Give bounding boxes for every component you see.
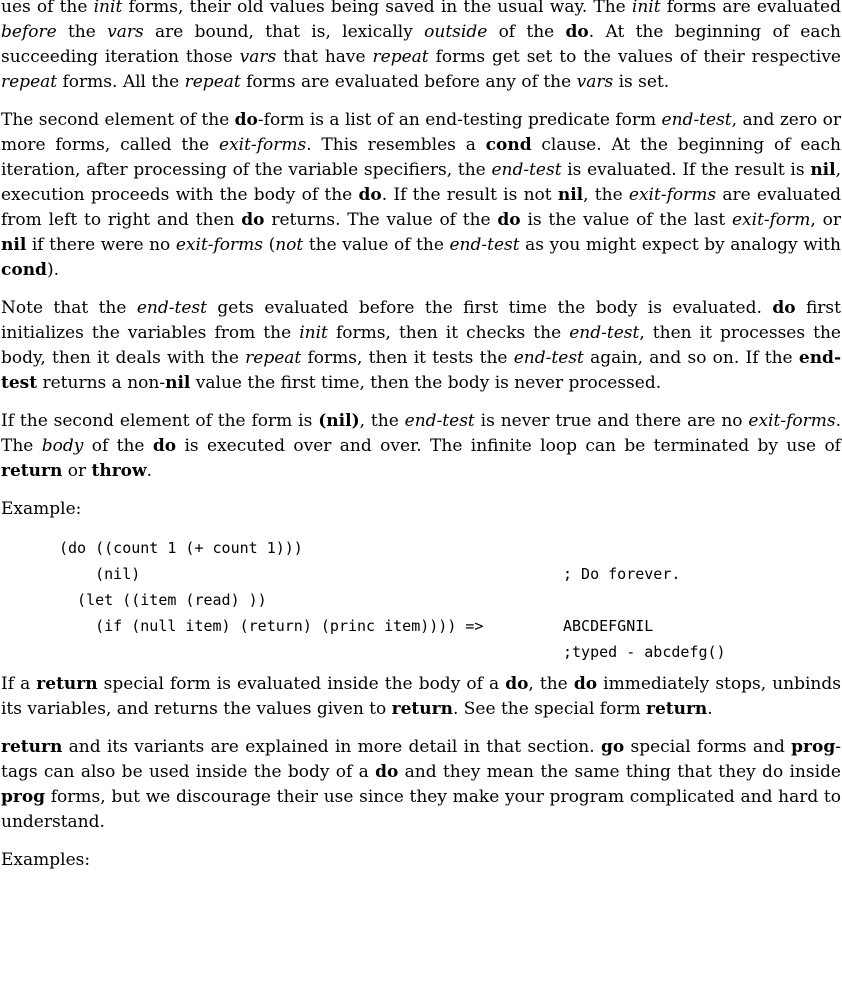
- text-run: .: [707, 699, 713, 719]
- bold-term: do: [241, 210, 265, 230]
- bold-term: return: [36, 674, 98, 694]
- bold-term: go: [600, 737, 625, 757]
- paragraph-p4: [1, 409, 841, 484]
- text-run: forms. All the: [57, 72, 185, 92]
- bold-term: do: [497, 210, 521, 230]
- italic-term: repeat: [372, 47, 429, 67]
- text-run: forms, their old values being saved in the usual way. The: [122, 0, 632, 17]
- text-run: forms are evaluated before any of the: [240, 72, 577, 92]
- text-run: . This resembles a: [306, 135, 486, 155]
- text-run: is set.: [613, 72, 670, 92]
- bold-term: do: [573, 674, 598, 694]
- paragraph-p7: [1, 735, 841, 835]
- paragraph-p2: [1, 108, 841, 283]
- text-run: or: [62, 461, 92, 481]
- italic-term: outside: [424, 22, 488, 42]
- text-run: of the: [83, 436, 153, 456]
- text-run: , then it processes the body, then it deals with the: [1, 323, 841, 368]
- italic-term: not: [275, 235, 304, 255]
- text-run: again, and so on. If the: [583, 348, 799, 368]
- bold-term: do: [772, 298, 796, 318]
- text-run: are bound, that is, lexically: [143, 22, 425, 42]
- text-run: . If the result is not: [381, 185, 558, 205]
- text-run: forms, then it checks the: [327, 323, 570, 343]
- text-run: , the: [583, 185, 629, 205]
- code-line: [59, 535, 841, 561]
- bold-term: nil: [1, 235, 27, 255]
- italic-term: init: [93, 0, 123, 17]
- text-run: is the value of the last: [520, 210, 732, 230]
- bold-term: cond: [1, 260, 47, 280]
- text-run: first initializes the variables from the: [1, 298, 841, 343]
- bold-term: return: [645, 699, 708, 719]
- text-run: gets evaluated before the first time the body is evaluated.: [206, 298, 773, 318]
- paragraph-p1: [1, 0, 841, 95]
- italic-term: end-test: [449, 235, 520, 255]
- text-run: if there were no: [26, 235, 176, 255]
- text-run: returns a non-: [37, 373, 166, 393]
- text-run: is evaluated. If the result is: [561, 160, 811, 180]
- text-run: as you might expect by analogy with: [519, 235, 841, 255]
- italic-term: end-test: [569, 323, 640, 343]
- code-text: (nil): [59, 565, 141, 583]
- bold-term: do: [505, 674, 529, 694]
- code-line: [59, 639, 841, 665]
- text-run: is executed over and over. The infinite loop can be terminated by use of: [176, 436, 841, 456]
- italic-term: end-test: [491, 160, 562, 180]
- text-run: value the first time, then the body is never processed.: [190, 373, 662, 393]
- bold-term: do: [358, 185, 382, 205]
- text-run: and they mean the same thing that they do inside: [398, 762, 841, 782]
- bold-term: nil: [810, 160, 836, 180]
- italic-term: init: [299, 323, 328, 343]
- bold-term: (nil): [318, 411, 360, 431]
- italic-term: repeat: [245, 348, 302, 368]
- italic-term: end-test: [136, 298, 207, 318]
- bold-term: do: [375, 762, 399, 782]
- text-run: special form is evaluated inside the body of a: [97, 674, 506, 694]
- text-run: forms get set to the values of their respective: [428, 47, 841, 67]
- text-run: returns. The value of the: [264, 210, 498, 230]
- text-run: , the: [359, 411, 405, 431]
- text-run: If a: [1, 674, 37, 694]
- italic-term: exit-form: [731, 210, 811, 230]
- bold-term: end-test: [1, 348, 841, 393]
- italic-term: vars: [239, 47, 277, 67]
- italic-term: exit-forms: [175, 235, 264, 255]
- text-run: The second element of the: [1, 110, 235, 130]
- text-run: , the: [528, 674, 574, 694]
- text-run: , or: [810, 210, 841, 230]
- text-run: immediately stops, unbinds its variables, and returns the values given to: [1, 674, 841, 719]
- text-run: are evaluated from left to right and then: [1, 185, 842, 230]
- text-run: the value of the: [303, 235, 450, 255]
- text-run: forms, then it tests the: [301, 348, 514, 368]
- text-run: , execution proceeds with the body of the: [1, 160, 841, 205]
- italic-term: body: [41, 436, 84, 456]
- bold-term: nil: [165, 373, 191, 393]
- code-comment: ;typed - abcdefg(): [563, 643, 726, 661]
- paragraph-p8: [1, 848, 841, 873]
- text-run: and its variants are explained in more detail in that section.: [62, 737, 601, 757]
- text-run: Note that the: [1, 298, 137, 318]
- text-body-before-example: [1, 0, 841, 522]
- code-text: (if (null item) (return) (princ item)))) =>: [59, 617, 484, 635]
- text-run: clause. At the beginning of each iteration, after processing of the variable specifiers, the: [1, 135, 841, 180]
- italic-term: exit-forms: [219, 135, 307, 155]
- code-text: [59, 639, 563, 665]
- bold-term: do: [234, 110, 258, 130]
- bold-term: prog: [791, 737, 836, 757]
- bold-term: do: [152, 436, 177, 456]
- bold-term: return: [1, 461, 63, 481]
- italic-term: vars: [576, 72, 614, 92]
- text-run: forms, but we discourage their use since they make your program complicated and hard to understand.: [1, 787, 841, 832]
- paragraph-p3: [1, 296, 841, 396]
- text-run: If the second element of the form is: [1, 411, 319, 431]
- text-run: -form is a list of an end-testing predicate form: [257, 110, 662, 130]
- text-run: forms are evaluated: [660, 0, 842, 17]
- bold-term: return: [391, 699, 453, 719]
- text-run: (: [263, 235, 276, 255]
- paragraph-p5: [1, 497, 841, 522]
- text-run: . See the special form: [452, 699, 646, 719]
- text-run: Example:: [1, 499, 82, 519]
- text-run: , and zero or more forms, called the: [1, 110, 841, 155]
- code-text: (do ((count 1 (+ count 1))): [59, 539, 303, 557]
- italic-term: end-test: [513, 348, 584, 368]
- text-run: the: [56, 22, 108, 42]
- code-text: (let ((item (read) )): [59, 591, 267, 609]
- code-comment: ABCDEFGNIL: [563, 617, 654, 635]
- text-run: is never true and there are no: [474, 411, 749, 431]
- bold-term: prog: [1, 787, 46, 807]
- code-comment: ; Do forever.: [563, 565, 681, 583]
- text-run: . The: [1, 411, 841, 456]
- code-example: [1, 535, 841, 665]
- code-line: [59, 613, 841, 639]
- italic-term: end-test: [404, 411, 475, 431]
- bold-term: nil: [557, 185, 584, 205]
- paragraph-p6: [1, 672, 841, 722]
- text-run: of the: [487, 22, 566, 42]
- text-run: that have: [276, 47, 373, 67]
- italic-term: init: [631, 0, 661, 17]
- italic-term: before: [1, 22, 57, 42]
- italic-term: vars: [107, 22, 144, 42]
- text-run: .: [146, 461, 153, 481]
- text-run: ues of the: [1, 0, 94, 17]
- text-run: special forms and: [624, 737, 792, 757]
- bold-term: return: [1, 737, 63, 757]
- text-run: Examples:: [1, 850, 91, 870]
- bold-term: throw: [91, 461, 147, 481]
- text-run: . At the beginning of each succeeding iteration those: [1, 22, 841, 67]
- italic-term: repeat: [184, 72, 241, 92]
- italic-term: repeat: [1, 72, 58, 92]
- text-run: ).: [46, 260, 59, 280]
- italic-term: end-test: [661, 110, 732, 130]
- code-line: [59, 561, 841, 587]
- italic-term: exit-forms: [628, 185, 717, 205]
- bold-term: cond: [485, 135, 532, 155]
- text-body-after-example: [1, 672, 841, 873]
- code-line: [59, 587, 841, 613]
- italic-term: exit-forms: [748, 411, 836, 431]
- text-run: -tags can also be used inside the body of a: [1, 737, 841, 782]
- bold-term: do: [565, 22, 589, 42]
